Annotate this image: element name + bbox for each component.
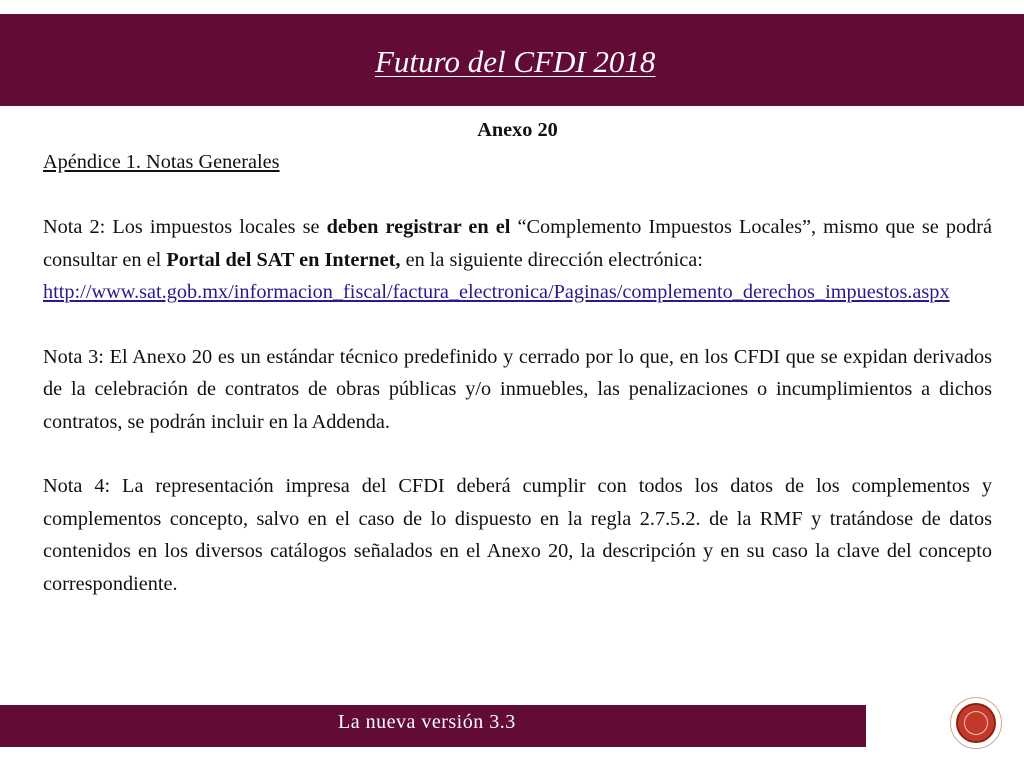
inner-ring-icon — [964, 711, 988, 735]
annex-title: Anexo 20 — [477, 119, 558, 141]
header-bar — [0, 14, 1024, 106]
nota-2 — [43, 211, 992, 276]
sat-complement-link[interactable]: http://www.sat.gob.mx/informacion_fiscal/factura_electronica/Paginas/complemento_derechos_impuestos.aspx — [43, 281, 950, 304]
red-circle-icon — [956, 703, 996, 743]
nota-2-bold-2: Portal del SAT en Internet, — [166, 248, 401, 271]
page-title: Futuro del CFDI 2018 — [375, 44, 656, 79]
appendix-title: Apéndice 1. Notas Generales — [43, 151, 280, 174]
nota-2-bold-1: deben registrar en el — [326, 216, 511, 239]
footer-bar — [0, 705, 866, 747]
nota-2-text-1: Nota 2: Los impuestos locales se — [43, 216, 327, 239]
nota-3: Nota 3: El Anexo 20 es un estándar técnico predefinido y cerrado por lo que, en los CFDI que se expidan derivados de la celebración de contratos de obras públicas y/o inmuebles, las penalizaciones o incumplimientos a dichos contratos, se podrán incluir en la Addenda. — [43, 345, 992, 433]
sat-link-paragraph — [43, 276, 992, 308]
nota-4: Nota 4: La representación impresa del CFDI deberá cumplir con todos los datos de los complementos y complementos concepto, salvo en el caso de lo dispuesto en la regla 2.7.5.2. de la RMF y tratándose de datos contenidos en los diversos catálogos señalados en el Anexo 20, la descripción y en su caso la clave del concepto correspondiente. — [43, 475, 992, 595]
nota-2-text-3: en la siguiente dirección electrónica: — [400, 248, 703, 271]
slide-content — [43, 114, 992, 600]
slide-nav-icon[interactable] — [950, 697, 1002, 749]
footer-text: La nueva versión 3.3 — [338, 711, 516, 733]
nota-2-text-2: “Complemento Impuestos Locales”, mismo que se podrá consultar en el — [43, 216, 992, 271]
